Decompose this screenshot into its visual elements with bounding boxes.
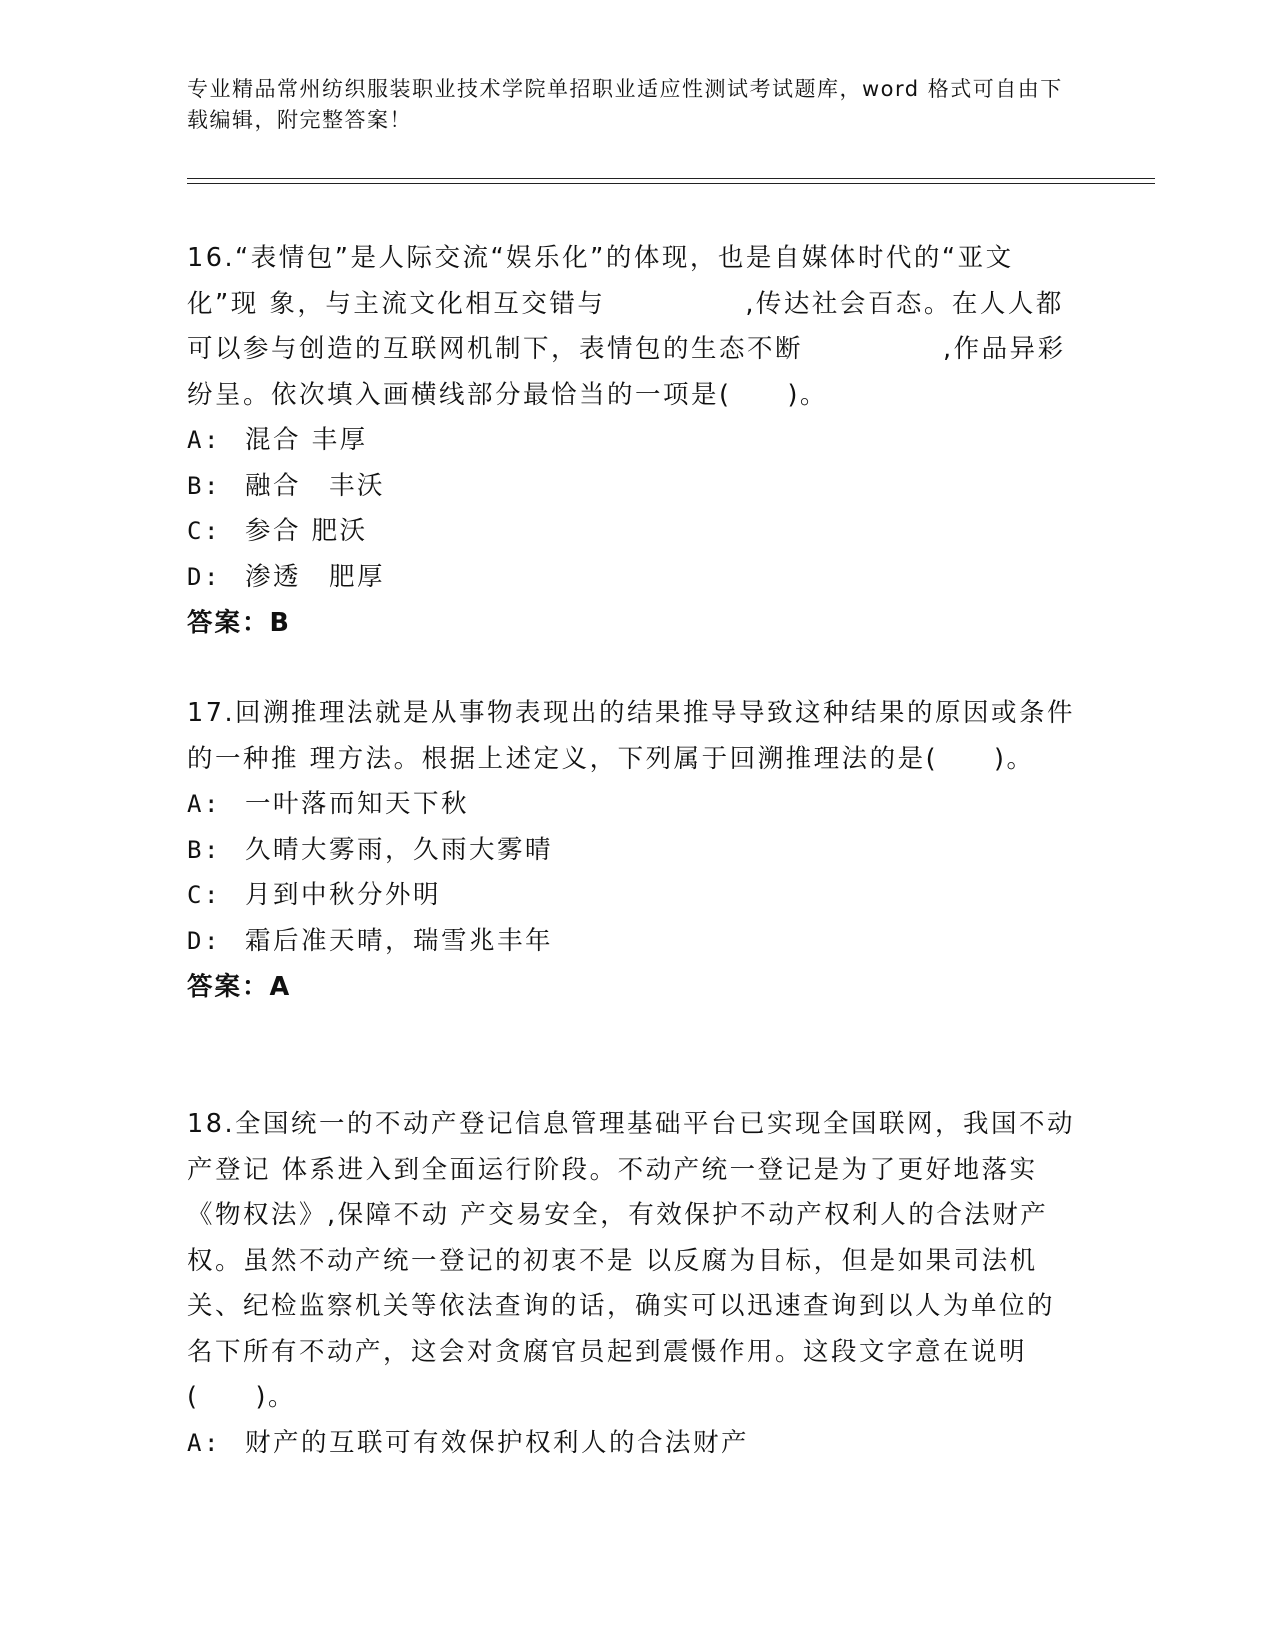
option-d [187,555,1077,601]
document-header [187,74,1067,136]
option-text: 融合 丰沃 [245,470,386,501]
header-divider-bottom [187,183,1155,184]
option-text: 霜后准天晴，瑞雪兆丰年 [245,925,554,956]
question-17 [187,691,1077,1010]
option-c [187,873,1077,919]
option-text: 月到中秋分外明 [245,880,442,910]
question-16 [187,236,1077,646]
option-key: A: [187,790,221,818]
option-text: 财产的互联可有效保护权利人的合法财产 [245,1427,750,1458]
option-a [187,782,1077,828]
option-text: 混合 丰厚 [245,425,368,455]
option-key: D: [187,926,221,955]
option-key: B: [187,471,221,500]
option-key: B: [187,835,221,864]
question-stem: 16.“表情包”是人际交流“娱乐化”的体现，也是自媒体时代的“亚文化”现 象，与主流文化相互交错与 ,传达社会百态。在人人都可以参与创造的互联网机制下，表情包的生态不断 ,作品异彩纷呈。依次填入画横线部分最恰当的一项是( )。 [187,243,1066,410]
header-text: 专业精品常州纺织服装职业技术学院单招职业适应性测试考试题库，word 格式可自由下载编辑，附完整答案！ [187,77,1063,132]
question-stem: 18.全国统一的不动产登记信息管理基础平台已实现全国联网，我国不动产登记 体系进入到全面运行阶段。不动产统一登记是为了更好地落实《物权法》,保障不动 产交易安全，有效保护不动产权利人的合法财产权。虽然不动产统一登记的初衷不是 以反腐为目标，但是如果司法机关、纪检监察机关等依法查询的话，确实可以迅速查询到以人为单位的名下所有不动产，这会对贪腐官员起到震慑作用。这段文字意在说明( )。 [187,1109,1076,1412]
option-c [187,509,1077,555]
option-text: 一叶落而知天下秋 [245,789,470,819]
question-stem: 17.回溯推理法就是从事物表现出的结果推导导致这种结果的原因或条件的一种推 理方法。根据上述定义，下列属于回溯推理法的是( )。 [187,698,1076,774]
option-key: C: [187,881,221,909]
header-divider-top [187,178,1155,179]
option-d [187,919,1077,965]
option-key: C: [187,517,221,545]
answer-line: 答案：A [187,972,292,1002]
option-b [187,464,1077,510]
option-key: A: [187,426,221,454]
option-text: 参合 肥沃 [245,516,368,546]
option-b [187,828,1077,874]
option-a [187,418,1077,464]
option-key: A: [187,1428,221,1457]
answer-line: 答案：B [187,608,291,638]
option-a [187,1421,1077,1467]
option-text: 久晴大雾雨，久雨大雾晴 [245,834,554,865]
question-18 [187,1102,1077,1466]
option-key: D: [187,562,221,591]
option-text: 渗透 肥厚 [245,561,386,592]
